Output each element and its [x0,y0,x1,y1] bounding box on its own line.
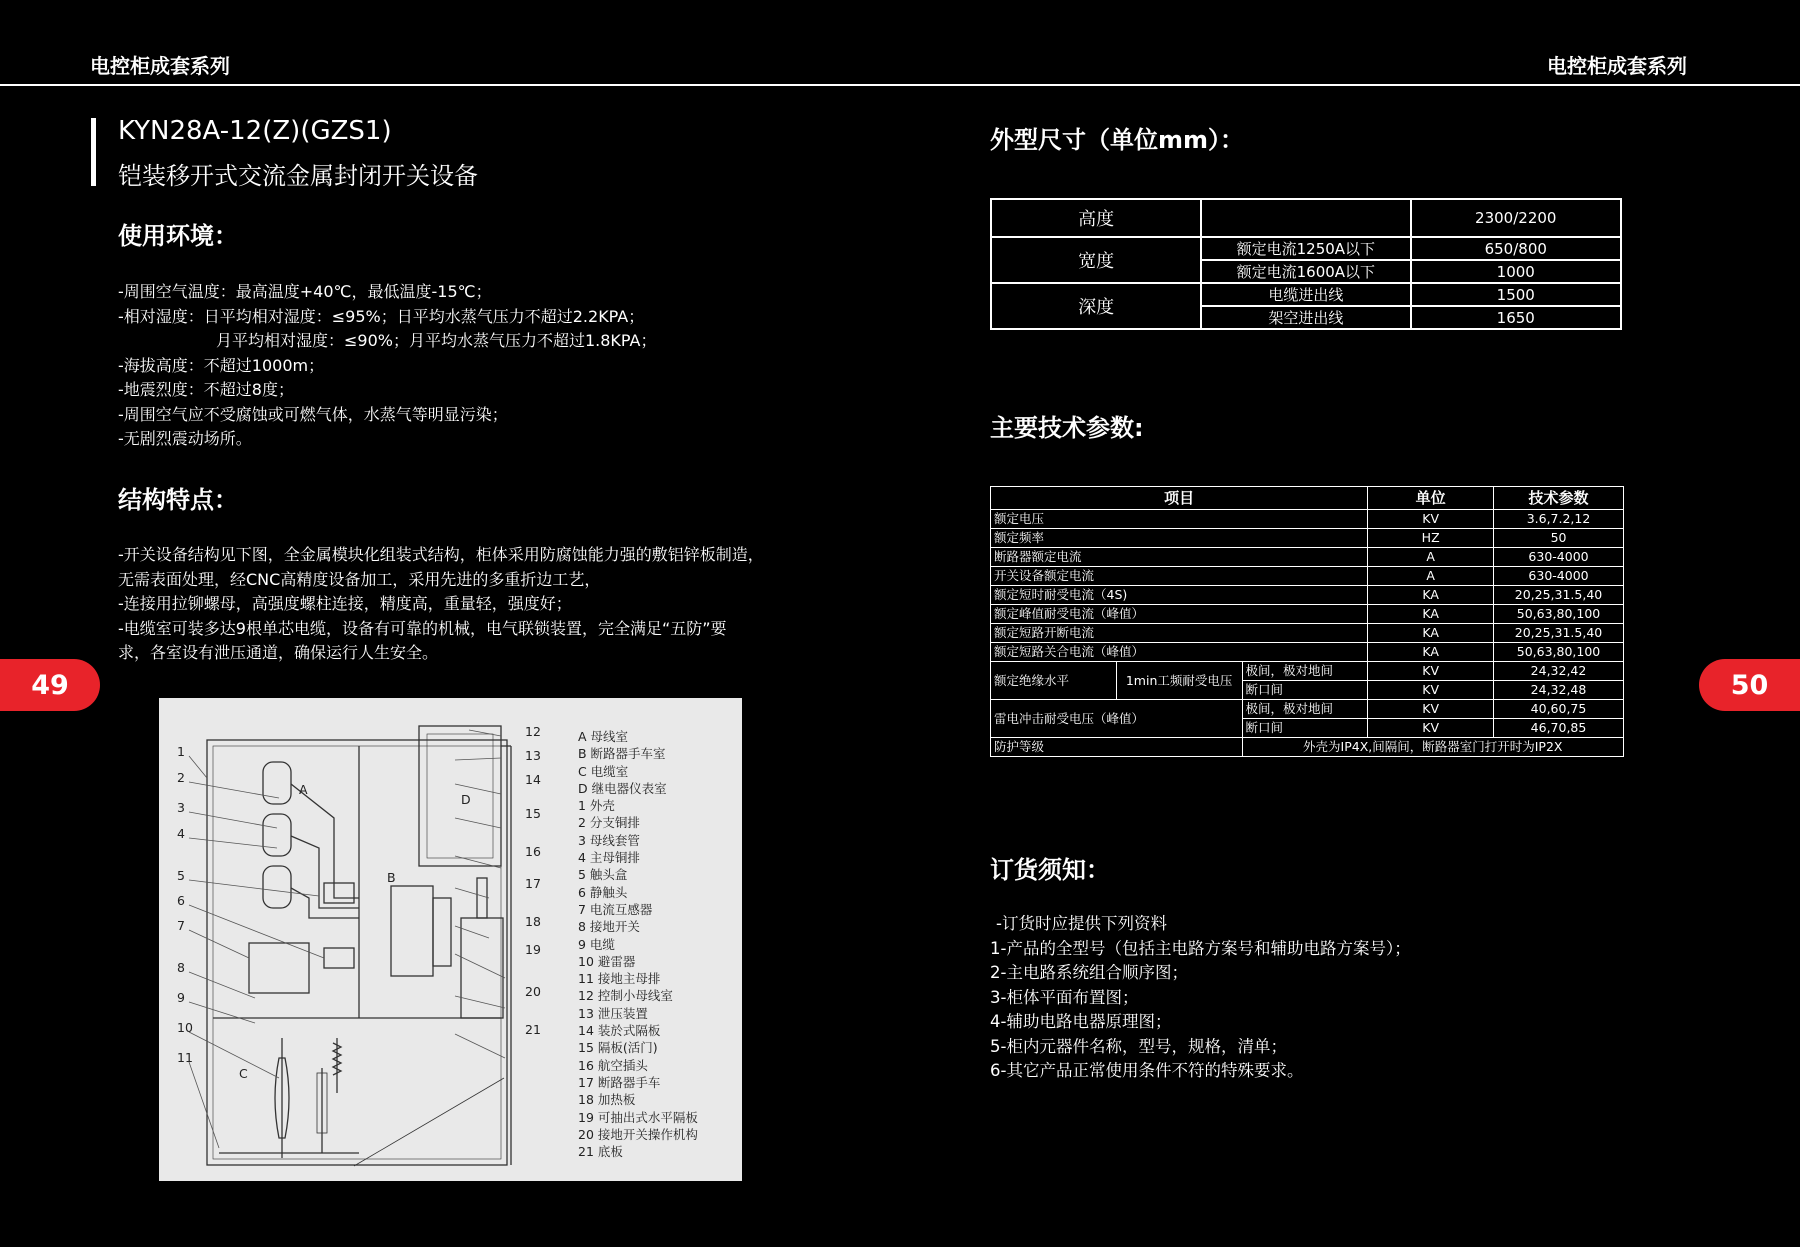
order-line: 5-柜内元器件名称，型号，规格，清单； [990,1036,1287,1056]
structure-line: 无需表面处理，经CNC高精度设备加工，采用先进的多重折边工艺， [118,569,601,589]
env-line: 月平均相对湿度：≤90%；月平均水蒸气压力不超过1.8KPA； [216,331,657,350]
order-line: 4-辅助电路电器原理图； [990,1012,1172,1031]
tech-item: 额定短时耐受电流（4S) [991,586,1368,605]
env-line: -海拔高度：不超过1000m； [118,355,325,375]
room-label-c: C [239,1066,248,1081]
tech-cond: 断口间 [1242,681,1368,700]
callout-number: 21 [525,1022,541,1037]
tech-unit: KA [1368,586,1494,605]
tech-cond: 断口间 [1242,719,1368,738]
dim-label: 宽度 [991,237,1201,283]
dim-label: 深度 [991,283,1201,329]
callout-number: 15 [525,806,541,821]
product-model: KYN28A-12(Z)(GZS1) [118,116,392,146]
tech-value: 20,25,31.5,40 [1494,586,1624,605]
dim-value: 650/800 [1411,237,1621,260]
legend-item: 17 断路器手车 [578,1074,661,1090]
env-list [118,280,656,452]
callout-number: 7 [177,918,185,933]
tech-unit: KV [1368,700,1494,719]
tech-table [990,486,1624,757]
env-line: -相对湿度：日平均相对湿度：≤95%；日平均水蒸气压力不超过2.2KPA； [118,306,645,326]
tech-item: 防护等级 [991,738,1243,757]
legend-item: C 电缆室 [578,763,629,779]
order-line: 1-产品的全型号（包括主电路方案号和辅助电路方案号）； [990,938,1411,958]
legend-item: 3 母线套管 [578,832,640,848]
tech-item: 断路器额定电流 [991,548,1368,567]
tech-unit: KV [1368,662,1494,681]
tech-unit: KA [1368,624,1494,643]
header-divider [0,84,1800,86]
diagram-legend [578,728,698,1160]
legend-item: 20 接地开关操作机构 [578,1126,698,1142]
callout-number: 20 [525,984,541,999]
header-right-title: 电控柜成套系列 [1547,54,1687,78]
structure-line: -开关设备结构见下图，全金属模块化组装式结构，柜体采用防腐蚀能力强的敷铝锌板制造， [118,545,764,564]
callout-number: 17 [525,876,541,891]
room-label-a: A [299,782,308,797]
legend-item: 15 隔板(活门) [578,1040,658,1056]
order-line: 6-其它产品正常使用条件不符的特殊要求。 [990,1061,1304,1080]
page-number-left: 49 [0,659,100,711]
tech-value: 50,63,80,100 [1494,605,1624,624]
structure-list [118,543,764,666]
legend-item: 1 外壳 [578,798,615,814]
legend-item: 13 泄压装置 [578,1005,648,1021]
env-line: -周围空气温度：最高温度+40℃，最低温度-15℃； [118,282,492,301]
tech-row [991,548,1624,567]
tech-row [991,529,1624,548]
legend-item: 4 主母铜排 [578,850,640,866]
tech-cond: 极间，极对地间 [1242,662,1368,681]
legend-item: 12 控制小母线室 [578,988,673,1004]
dim-cond: 架空进出线 [1201,306,1410,329]
structure-line: 求，各室设有泄压通道，确保运行人生安全。 [118,643,439,662]
legend-item: 8 接地开关 [578,919,640,935]
structure-heading: 结构特点： [118,486,238,514]
title-accent-bar [91,118,96,186]
order-line: 2-主电路系统组合顺序图； [990,963,1188,982]
tech-row [991,567,1624,586]
dim-row-height [991,199,1621,237]
callout-number: 1 [177,744,185,759]
tech-unit: HZ [1368,529,1494,548]
dim-cond: 额定电流1250A以下 [1201,237,1410,260]
legend-item: 6 静触头 [578,884,628,900]
callout-number: 10 [177,1020,193,1035]
dim-cond [1201,199,1410,237]
legend-item: 11 接地主母排 [578,971,661,987]
dimensions-heading: 外型尺寸（单位mm）： [990,126,1245,154]
env-line: -地震烈度：不超过8度； [118,380,294,399]
tech-row [991,624,1624,643]
callout-number: 5 [177,868,185,883]
dim-cond: 额定电流1600A以下 [1201,260,1410,283]
legend-item: A 母线室 [578,729,629,744]
tech-row [991,738,1624,757]
tech-subitem: 1min工频耐受电压 [1116,662,1242,700]
tech-item: 开关设备额定电流 [991,567,1368,586]
tech-row [991,605,1624,624]
tech-unit: KA [1368,605,1494,624]
header-left-title: 电控柜成套系列 [90,54,230,78]
callout-number: 11 [177,1050,193,1065]
callout-number: 8 [177,960,185,975]
callout-number: 2 [177,770,185,785]
legend-item: 18 加热板 [578,1092,636,1108]
tech-unit: KV [1368,510,1494,529]
dim-value: 1500 [1411,283,1621,306]
tech-item: 额定绝缘水平 [991,662,1117,700]
tech-item: 额定短路开断电流 [991,624,1368,643]
callout-number: 13 [525,748,541,763]
callout-number: 6 [177,893,185,908]
tech-row [991,510,1624,529]
cabinet-diagram [159,698,742,1181]
legend-item: B 断路器手车室 [578,746,666,762]
legend-item: 16 航空插头 [578,1057,648,1073]
callout-number: 19 [525,942,541,957]
dim-cond: 电缆进出线 [1201,283,1410,306]
tech-header: 单位 [1368,487,1494,510]
tech-row [991,662,1624,681]
dim-value: 1000 [1411,260,1621,283]
structure-line: -连接用拉铆螺母，高强度螺柱连接，精度高，重量轻，强度好； [118,594,572,613]
tech-unit: A [1368,567,1494,586]
env-line: -无剧烈震动场所。 [118,429,252,448]
dim-row-width [991,237,1621,260]
dim-value: 2300/2200 [1411,199,1621,237]
tech-unit: KA [1368,643,1494,662]
tech-row [991,586,1624,605]
dim-label: 高度 [991,199,1201,237]
callout-number: 3 [177,800,185,815]
tech-value: 46,70,85 [1494,719,1624,738]
order-list [990,912,1411,1084]
tech-header: 项目 [991,487,1368,510]
order-line: 3-柜体平面布置图； [990,987,1139,1007]
legend-item: 5 触头盒 [578,867,628,883]
tech-unit: KV [1368,681,1494,700]
page-number-right: 50 [1699,659,1800,711]
legend-item: 19 可抽出式水平隔板 [578,1109,698,1125]
tech-cond: 极间，极对地间 [1242,700,1368,719]
callout-number: 12 [525,724,541,739]
tech-row [991,643,1624,662]
legend-item: 2 分支铜排 [578,815,640,831]
tech-item: 额定短路关合电流（峰值） [991,643,1368,662]
tech-value: 630-4000 [1494,567,1624,586]
dimensions-table [990,198,1622,330]
tech-row [991,700,1624,719]
callout-number: 14 [525,772,541,787]
structure-line: -电缆室可装多达9根单芯电缆，设备有可靠的机械，电气联锁装置，完全满足“五防”要 [118,618,727,638]
tech-value: 50,63,80,100 [1494,643,1624,662]
legend-item: 7 电流互感器 [578,901,653,917]
room-label-d: D [461,792,471,807]
tech-item: 雷电冲击耐受电压（峰值） [991,700,1243,738]
order-line: -订货时应提供下列资料 [996,914,1167,933]
tech-value: 20,25,31.5,40 [1494,624,1624,643]
tech-value: 630-4000 [1494,548,1624,567]
tech-header: 技术参数 [1494,487,1624,510]
callout-number: 9 [177,990,185,1005]
tech-value: 50 [1494,529,1624,548]
order-heading: 订货须知： [990,856,1110,884]
env-line: -周围空气应不受腐蚀或可燃气体，水蒸气等明显污染； [118,404,508,424]
tech-header-row [991,487,1624,510]
dim-value: 1650 [1411,306,1621,329]
legend-item: D 继电器仪表室 [578,780,667,796]
callout-number: 16 [525,844,541,859]
env-heading: 使用环境： [118,222,238,250]
tech-item: 额定峰值耐受电流（峰值） [991,605,1368,624]
tech-unit: KV [1368,719,1494,738]
tech-value: 24,32,48 [1494,681,1624,700]
legend-item: 14 装於式隔板 [578,1023,661,1039]
tech-unit: A [1368,548,1494,567]
tech-value: 外壳为IP4X,间隔间，断路器室门打开时为IP2X [1242,738,1623,757]
callout-number: 18 [525,914,541,929]
product-name: 铠装移开式交流金属封闭开关设备 [118,162,478,190]
callout-number: 4 [177,826,185,841]
legend-item: 10 避雷器 [578,953,636,969]
tech-heading: 主要技术参数: [990,414,1144,442]
room-label-b: B [387,870,396,885]
tech-value: 40,60,75 [1494,700,1624,719]
tech-value: 24,32,42 [1494,662,1624,681]
legend-item: 9 电缆 [578,936,615,952]
tech-item: 额定频率 [991,529,1368,548]
legend-item: 21 底板 [578,1144,623,1160]
tech-value: 3.6,7.2,12 [1494,510,1624,529]
tech-item: 额定电压 [991,510,1368,529]
dim-row-depth [991,283,1621,306]
